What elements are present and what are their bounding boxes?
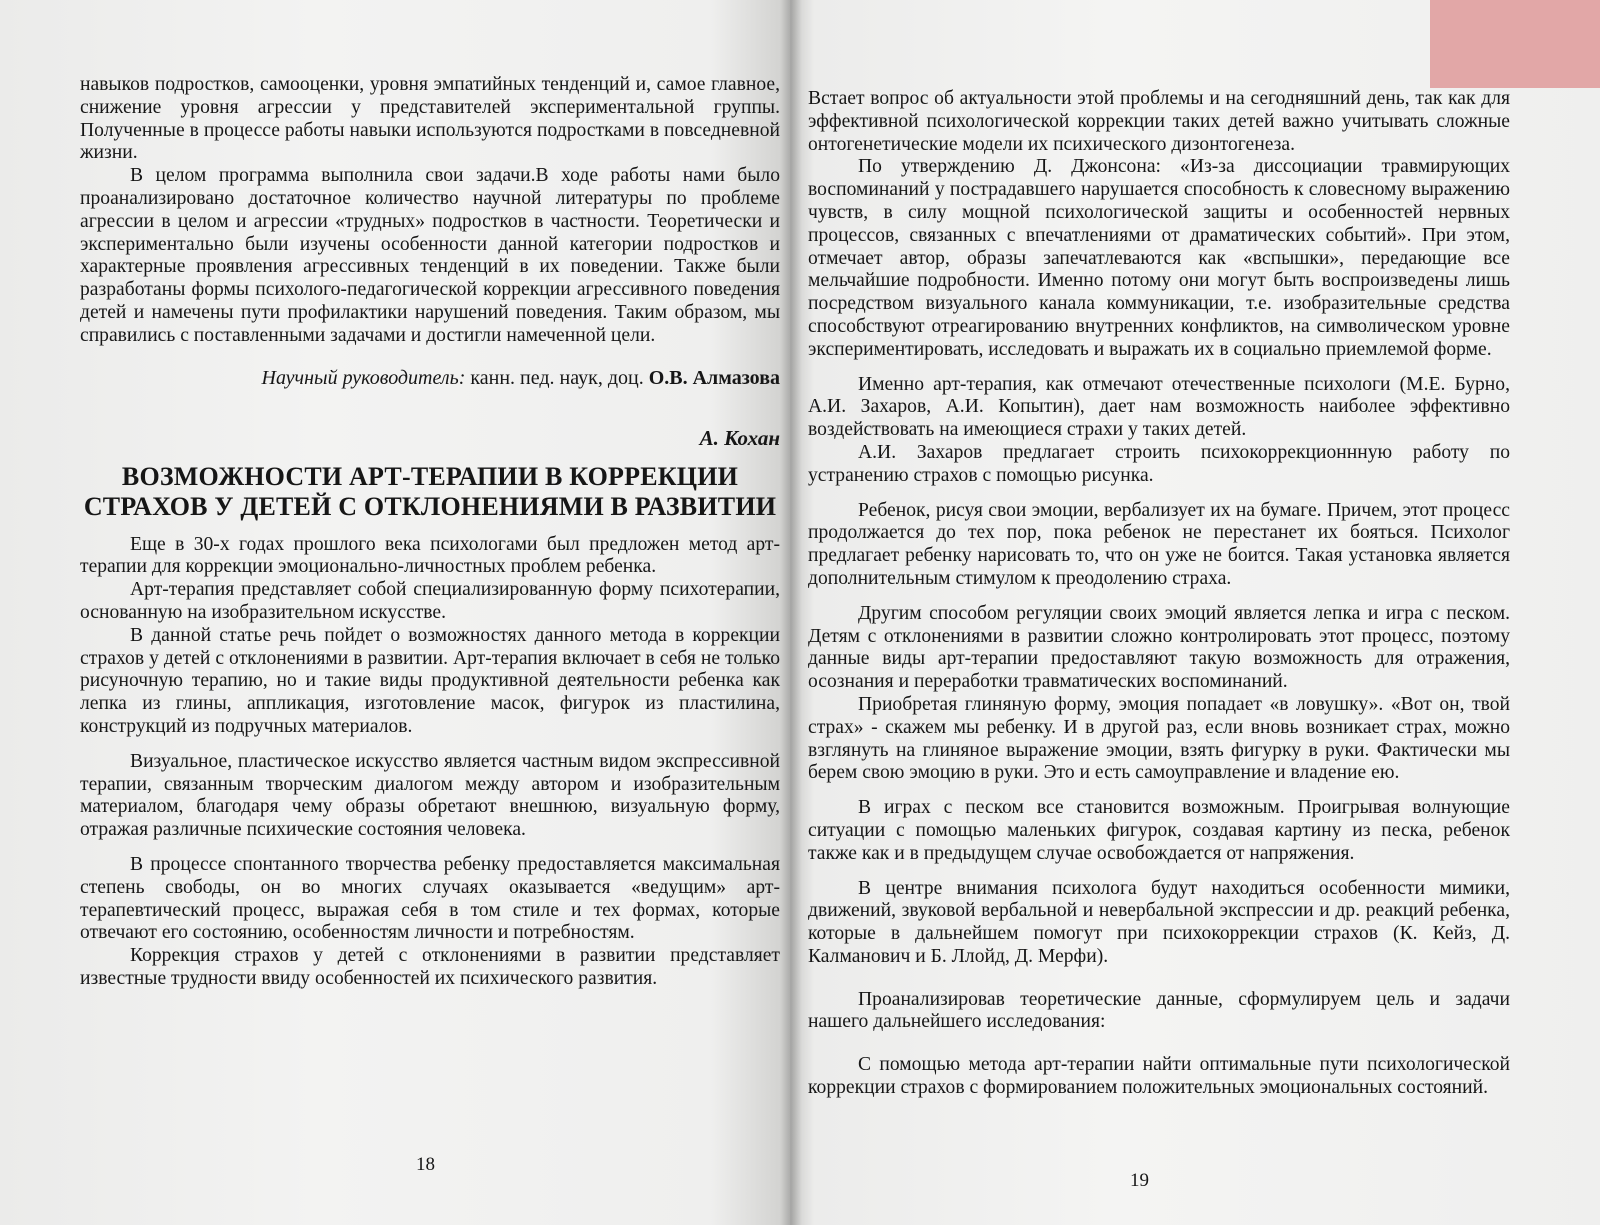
paragraph: Именно арт-терапия, как отмечают отечественные психологи (М.Е. Бурно, А.И. Захаров, А.И. Копытин), дает нам возможность наиболее эффективно воздействовать на имеющиеся страхи у таких детей. [808, 373, 1510, 441]
supervisor-line [80, 366, 780, 390]
paragraph: Приобретая глиняную форму, эмоция попадает «в ловушку». «Вот он, твой страх» - скажем мы ребенку. И в другой раз, если вновь возникает страх, можно взглянуть на глиняное выражение эмоции, взять фигурку в руки. Фактически мы берем свою эмоцию в руки. Это и есть самоуправление и владение ею. [808, 693, 1510, 784]
paragraph: Ребенок, рисуя свои эмоции, вербализует их на бумаге. Причем, этот процесс продолжается до тех пор, пока ребенок не перестанет их бояться. Психолог предлагает ребенку нарисовать то, что он уже не боится. Такая установка является дополнительным стимулом к преодолению страха. [808, 499, 1510, 589]
paragraph: Встает вопрос об актуальности этой проблемы и на сегодняшний день, так как для эффективной психологической коррекции таких детей важно учитывать сложные онтогенетические модели их психического дизонтогенеза. [808, 88, 1510, 155]
article-title-line: СТРАХОВ У ДЕТЕЙ С ОТКЛОНЕНИЯМИ В РАЗВИТИИ [83, 491, 777, 521]
corner-tab [1430, 0, 1600, 88]
paragraph: В данной статье речь пойдет о возможностях данного метода в коррекции страхов у детей с отклонениями в развитии. Арт-терапия включает в себя не только рисуночную терапию, но и такие виды продуктивной деятельности ребенка как лепка из глины, аппликация, изготовление масок, фигурок из пластилина, конструкций из подручных материалов. [80, 624, 780, 737]
paragraph: С помощью метода арт-терапии найти оптимальные пути психологической коррекции страхов с формированием положительных эмоциональных состояний. [808, 1054, 1510, 1099]
article-title [80, 462, 780, 522]
page-number: 19 [1130, 1170, 1149, 1191]
article-author: А. Кохан [699, 425, 780, 450]
paragraph: Проанализировав теоретические данные, сформулируем цель и задачи нашего дальнейшего исследования: [808, 988, 1510, 1033]
paragraph: Коррекция страхов у детей с отклонениями в развитии представляет известные трудности ввиду особенностей их психического развития. [80, 945, 780, 989]
supervisor-name: О.В. Алмазова [648, 366, 780, 389]
supervisor-role: Научный руководитель: [261, 366, 466, 389]
paragraph: Другим способом регуляции своих эмоций является лепка и игра с песком. Детям с отклонениями в развитии сложно контролировать этот процесс, поэтому данные виды арт-терапии предоставляют такую возможность для отражения, осознания и переработки травматических воспоминаний. [808, 602, 1510, 693]
left-page-text [80, 74, 780, 991]
paragraph: В процессе спонтанного творчества ребенку предоставляется максимальная степень свободы, он во многих случаях оказывается «ведущим» арт-терапевтический процесс, выражая себя в том стиле и тех формах, которые отвечают его состоянию, особенностям личности и потребностям. [80, 853, 780, 944]
article-title-line: ВОЗМОЖНОСТИ АРТ-ТЕРАПИИ В КОРРЕКЦИИ [121, 461, 739, 491]
right-page-text [808, 88, 1510, 1100]
supervisor-details: канн. пед. наук, доц. [465, 366, 649, 389]
paragraph: По утверждению Д. Джонсона: «Из-за диссоциации травмирующих воспоминаний у пострадавшего нарушается способность к словесному выражению чувств, в силу мощной психологической защиты и особенностей нервных процессов, связанных с впечатлениями от драматических событий». При этом, отмечает автор, образы запечатлеваются как «вспышки», передающие все мельчайшие подробности. Именно потому они могут быть воспроизведены лишь посредством визуального канала коммуникации, т.е. изобразительные средства способствуют отреагированию внутренних конфликтов, на символическом уровне экспериментировать, исследовать и выражать их в социально приемлемой форме. [808, 156, 1510, 360]
paragraph: В играх с песком все становится возможным. Проигрывая волнующие ситуации с помощью маленьких фигурок, создавая картину из песка, ребенок также как и в предыдущем случае освобождается от напряжения. [808, 797, 1510, 864]
page-number: 18 [416, 1154, 435, 1175]
paragraph: Еще в 30-х годах прошлого века психологами был предложен метод арт-терапии для коррекции эмоционально-личностных проблем ребенка. [80, 533, 780, 578]
paragraph: Визуальное, пластическое искусство является частным видом экспрессивной терапии, связанным творческим диалогом между автором и изобразительным материалом, благодаря чему образы обретают внешнюю, визуальную форму, отражая различные психические состояния человека. [80, 750, 780, 841]
book-gutter [780, 0, 802, 1225]
paragraph: А.И. Захаров предлагает строить психокоррекционнную работу по устранению страхов с помощью рисунка. [808, 441, 1510, 486]
paragraph: Арт-терапия представляет собой специализированную форму психотерапии, основанную на изобразительном искусстве. [80, 579, 780, 623]
right-page [790, 0, 1600, 1225]
paragraph: навыков подростков, самооценки, уровня эмпатийных тенденций и, самое главное, снижение уровня агрессии у представителей экспериментальной группы. Полученные в процессе работы навыки используются подростками в повседневной жизни. [80, 74, 780, 164]
paragraph: В целом программа выполнила свои задачи.В ходе работы нами было проанализировано достаточное количество научной литературы по проблеме агрессии в целом и агрессии «трудных» подростков в частности. Теоретически и экспериментально были изучены особенности данной категории подростков и характерные проявления агрессивных тенденций в их поведении. Также были разработаны формы психолого-педагогической коррекции агрессивного поведения детей и намечены пути профилактики нарушений поведения. Таким образом, мы справились с поставленными задачами и достигли намеченной цели. [80, 165, 780, 346]
left-page [0, 0, 790, 1225]
paragraph: В центре внимания психолога будут находиться особенности мимики, движений, звуковой вербальной и невербальной экспрессии и др. реакций ребенка, которые в дальнейшем помогут при психокоррекции страхов (К. Кейз, Д. Калманович и Б. Ллойд, Д. Мерфи). [808, 877, 1510, 967]
